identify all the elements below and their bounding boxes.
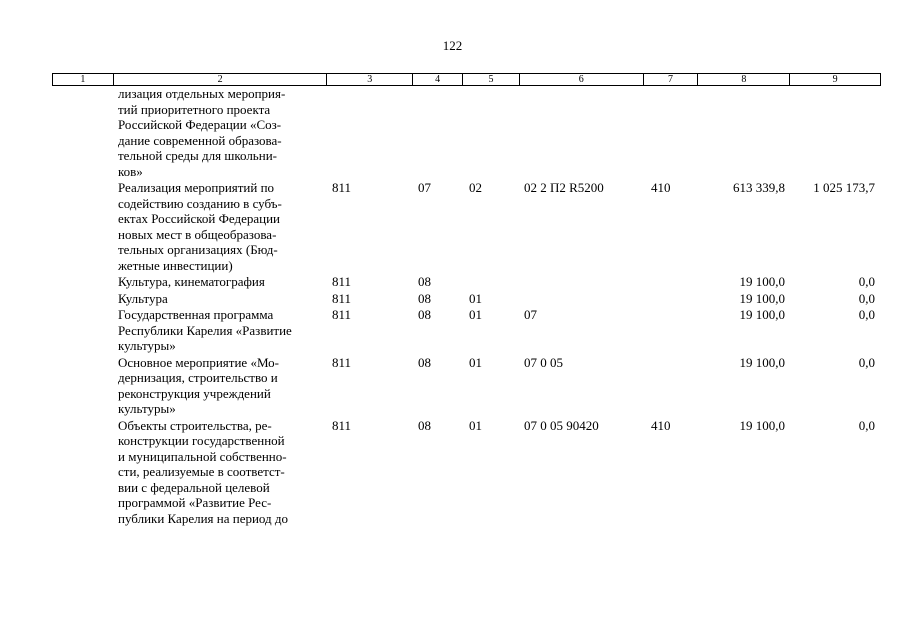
table-row — [52, 86, 881, 179]
row-target-article — [519, 86, 643, 179]
column-header-7: 7 — [643, 74, 698, 85]
row-expense-type: 410 — [651, 180, 671, 195]
row-section: 08 — [418, 274, 431, 289]
row-subsection — [462, 274, 519, 290]
column-number-header — [52, 73, 881, 86]
row-subsection: 01 — [469, 417, 482, 433]
row-ministry-code: 811 — [332, 417, 352, 433]
table-row — [52, 180, 881, 273]
row-target-article: 02 2 П2 R5200 — [524, 180, 604, 195]
row-ministry-code: 811 — [332, 180, 352, 195]
row-expense-type — [643, 291, 698, 307]
row-description: Основное мероприятие «Мо- дернизация, строительство и реконструкция учреждений культуры» — [118, 354, 280, 416]
row-target-article: 07 0 05 — [524, 354, 563, 370]
row-amount-col9: 0,0 — [858, 354, 875, 370]
row-expense-type: 410 — [651, 417, 671, 433]
row-target-article — [519, 274, 643, 290]
row-ministry-code: 811 — [332, 290, 352, 306]
row-col-1 — [52, 418, 112, 527]
row-section — [412, 86, 462, 179]
row-section: 08 — [418, 417, 431, 433]
row-amount-col9: 0,0 — [858, 290, 875, 306]
row-amount-col9: 0,0 — [858, 274, 875, 289]
row-col-1 — [52, 274, 112, 290]
row-col-1 — [52, 180, 112, 273]
row-amount-col9: 0,0 — [858, 307, 875, 322]
row-expense-type — [643, 86, 698, 179]
row-col-1 — [52, 355, 112, 417]
row-expense-type — [643, 355, 698, 417]
row-description: Государственная программа Республики Карелия «Развитие культуры» — [118, 307, 292, 353]
row-description: Культура, кинематография — [118, 274, 265, 289]
row-subsection — [462, 86, 519, 179]
column-header-5: 5 — [462, 74, 519, 85]
column-header-8: 8 — [697, 74, 789, 85]
row-amount-col9: 1 025 173,7 — [813, 180, 875, 195]
row-amount-col8 — [698, 86, 790, 179]
row-description: Объекты строительства, ре- конструкции государственной и муниципальной собственно- сти, реализуемые в соответст- вии с федеральной целевой программой «Развитие Рес- публики Карелия на период до — [118, 417, 289, 526]
page-number: 122 — [442, 38, 463, 53]
column-header-2: 2 — [113, 74, 326, 85]
row-section: 08 — [418, 290, 431, 306]
row-description: лизация отдельных мероприя- тий приоритетного проекта Российской Федерации «Соз- дание современной образова- тельной среды для школьни- ков» — [118, 86, 286, 179]
row-amount-col8: 19 100,0 — [739, 307, 785, 322]
column-header-4: 4 — [412, 74, 462, 85]
row-col-1 — [52, 307, 112, 354]
column-header-6: 6 — [519, 74, 643, 85]
row-subsection: 02 — [469, 180, 482, 195]
row-description: Реализация мероприятий по содействию созданию в субъ- ектах Российской Федерации новых мест в общеобразова- тельных организациях (Бюд- жетные инвестиции) — [118, 180, 282, 273]
row-section: 07 — [418, 180, 431, 195]
row-subsection: 01 — [469, 307, 482, 322]
column-header-9: 9 — [789, 74, 880, 85]
row-amount-col8: 19 100,0 — [739, 274, 785, 289]
row-ministry-code — [326, 86, 412, 179]
row-target-article — [519, 291, 643, 307]
table-row — [52, 291, 881, 307]
row-section: 08 — [418, 354, 431, 370]
column-header-3: 3 — [326, 74, 412, 85]
budget-table — [52, 73, 881, 526]
table-row — [52, 274, 881, 290]
row-amount-col8: 613 339,8 — [733, 180, 785, 195]
row-ministry-code: 811 — [332, 307, 352, 322]
row-col-1 — [52, 291, 112, 307]
row-expense-type — [643, 307, 698, 354]
table-row — [52, 418, 881, 527]
row-amount-col8: 19 100,0 — [739, 354, 785, 370]
row-amount-col8: 19 100,0 — [739, 417, 785, 433]
row-col-1 — [52, 86, 112, 179]
column-header-1: 1 — [80, 74, 86, 85]
row-target-article: 07 0 05 90420 — [524, 417, 599, 433]
table-row — [52, 307, 881, 354]
row-amount-col8: 19 100,0 — [739, 290, 785, 306]
row-description: Культура — [118, 290, 168, 306]
row-ministry-code: 811 — [332, 274, 352, 289]
row-subsection: 01 — [469, 290, 482, 306]
row-amount-col9: 0,0 — [858, 417, 875, 433]
row-amount-col9 — [790, 86, 881, 179]
row-subsection: 01 — [469, 354, 482, 370]
table-row — [52, 355, 881, 417]
row-section: 08 — [418, 307, 431, 322]
row-ministry-code: 811 — [332, 354, 352, 370]
row-expense-type — [643, 274, 698, 290]
row-target-article: 07 — [524, 307, 537, 322]
